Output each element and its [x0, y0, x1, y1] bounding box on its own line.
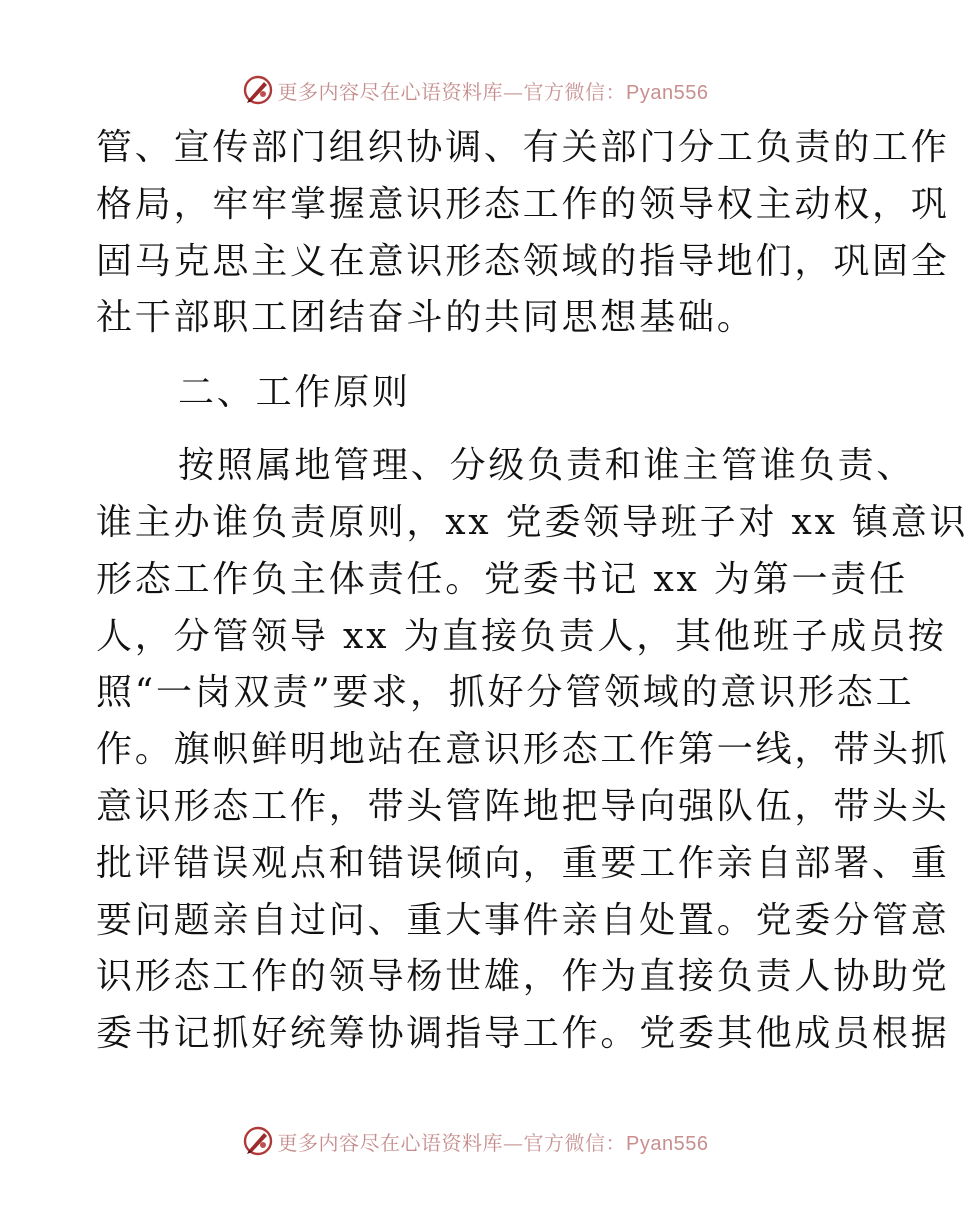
- paragraph-1-line: 格局，牢牢掌握意识形态工作的领导权主动权，巩: [96, 183, 950, 225]
- paragraph-2-line: 要问题亲自过问、重大事件亲自处置。党委分管意: [96, 899, 950, 941]
- document-body: [96, 120, 968, 1063]
- paragraph-2-line: 照“一岗双责”要求，抓好分管领域的意识形态工: [96, 672, 915, 714]
- watermark-wechat-label: 官方微信：: [523, 79, 627, 104]
- footer-watermark: [0, 1121, 950, 1161]
- watermark-wechat-id: Pyan556: [626, 81, 709, 104]
- paragraph-2-line: 委书记抓好统筹协调指导工作。党委其他成员根据: [96, 1013, 950, 1055]
- watermark-separator: —: [503, 79, 524, 104]
- paragraph-2-line: 形态工作负主体责任。党委书记 xx 为第一责任: [96, 558, 908, 600]
- paragraph-1-line: 社干部职工团结奋斗的共同思想基础。: [96, 297, 756, 339]
- header-watermark: [0, 70, 950, 110]
- paragraph-1-line: 管、宣传部门组织协调、有关部门分工负责的工作: [96, 127, 950, 168]
- paragraph-2-line: 人，分管领导 xx 为直接负责人，其他班子成员按: [96, 615, 947, 657]
- paragraph-2-line: 谁主办谁负责原则，xx 党委领导班子对 xx 镇意识: [96, 501, 968, 543]
- paragraph-2-line: 识形态工作的领导杨世雄，作为直接负责人协助党: [96, 956, 950, 998]
- watermark-wechat-label: 官方微信：: [523, 1130, 627, 1155]
- pen-logo-icon: [242, 74, 274, 106]
- section-heading: 二、工作原则: [178, 372, 411, 414]
- watermark-text: [278, 1127, 709, 1156]
- paragraph-1-line: 固马克思主义在意识形态领域的指导地们，巩固全: [96, 240, 950, 282]
- paragraph-2-line: 意识形态工作，带头管阵地把导向强队伍，带头头: [96, 785, 950, 827]
- watermark-site-name: 更多内容尽在心语资料库: [277, 79, 504, 104]
- watermark-separator: —: [503, 1130, 524, 1155]
- pen-logo-icon: [242, 1125, 274, 1157]
- paragraph-2-line: 作。旗帜鲜明地站在意识形态工作第一线，带头抓: [96, 729, 950, 771]
- watermark-wechat-id: Pyan556: [626, 1132, 709, 1155]
- paragraph-2-line: 按照属地管理、分级负责和谁主管谁负责、: [178, 445, 916, 487]
- paragraph-2-line: 批评错误观点和错误倾向，重要工作亲自部署、重: [96, 842, 950, 884]
- watermark-text: [278, 76, 709, 105]
- watermark-site-name: 更多内容尽在心语资料库: [277, 1130, 504, 1155]
